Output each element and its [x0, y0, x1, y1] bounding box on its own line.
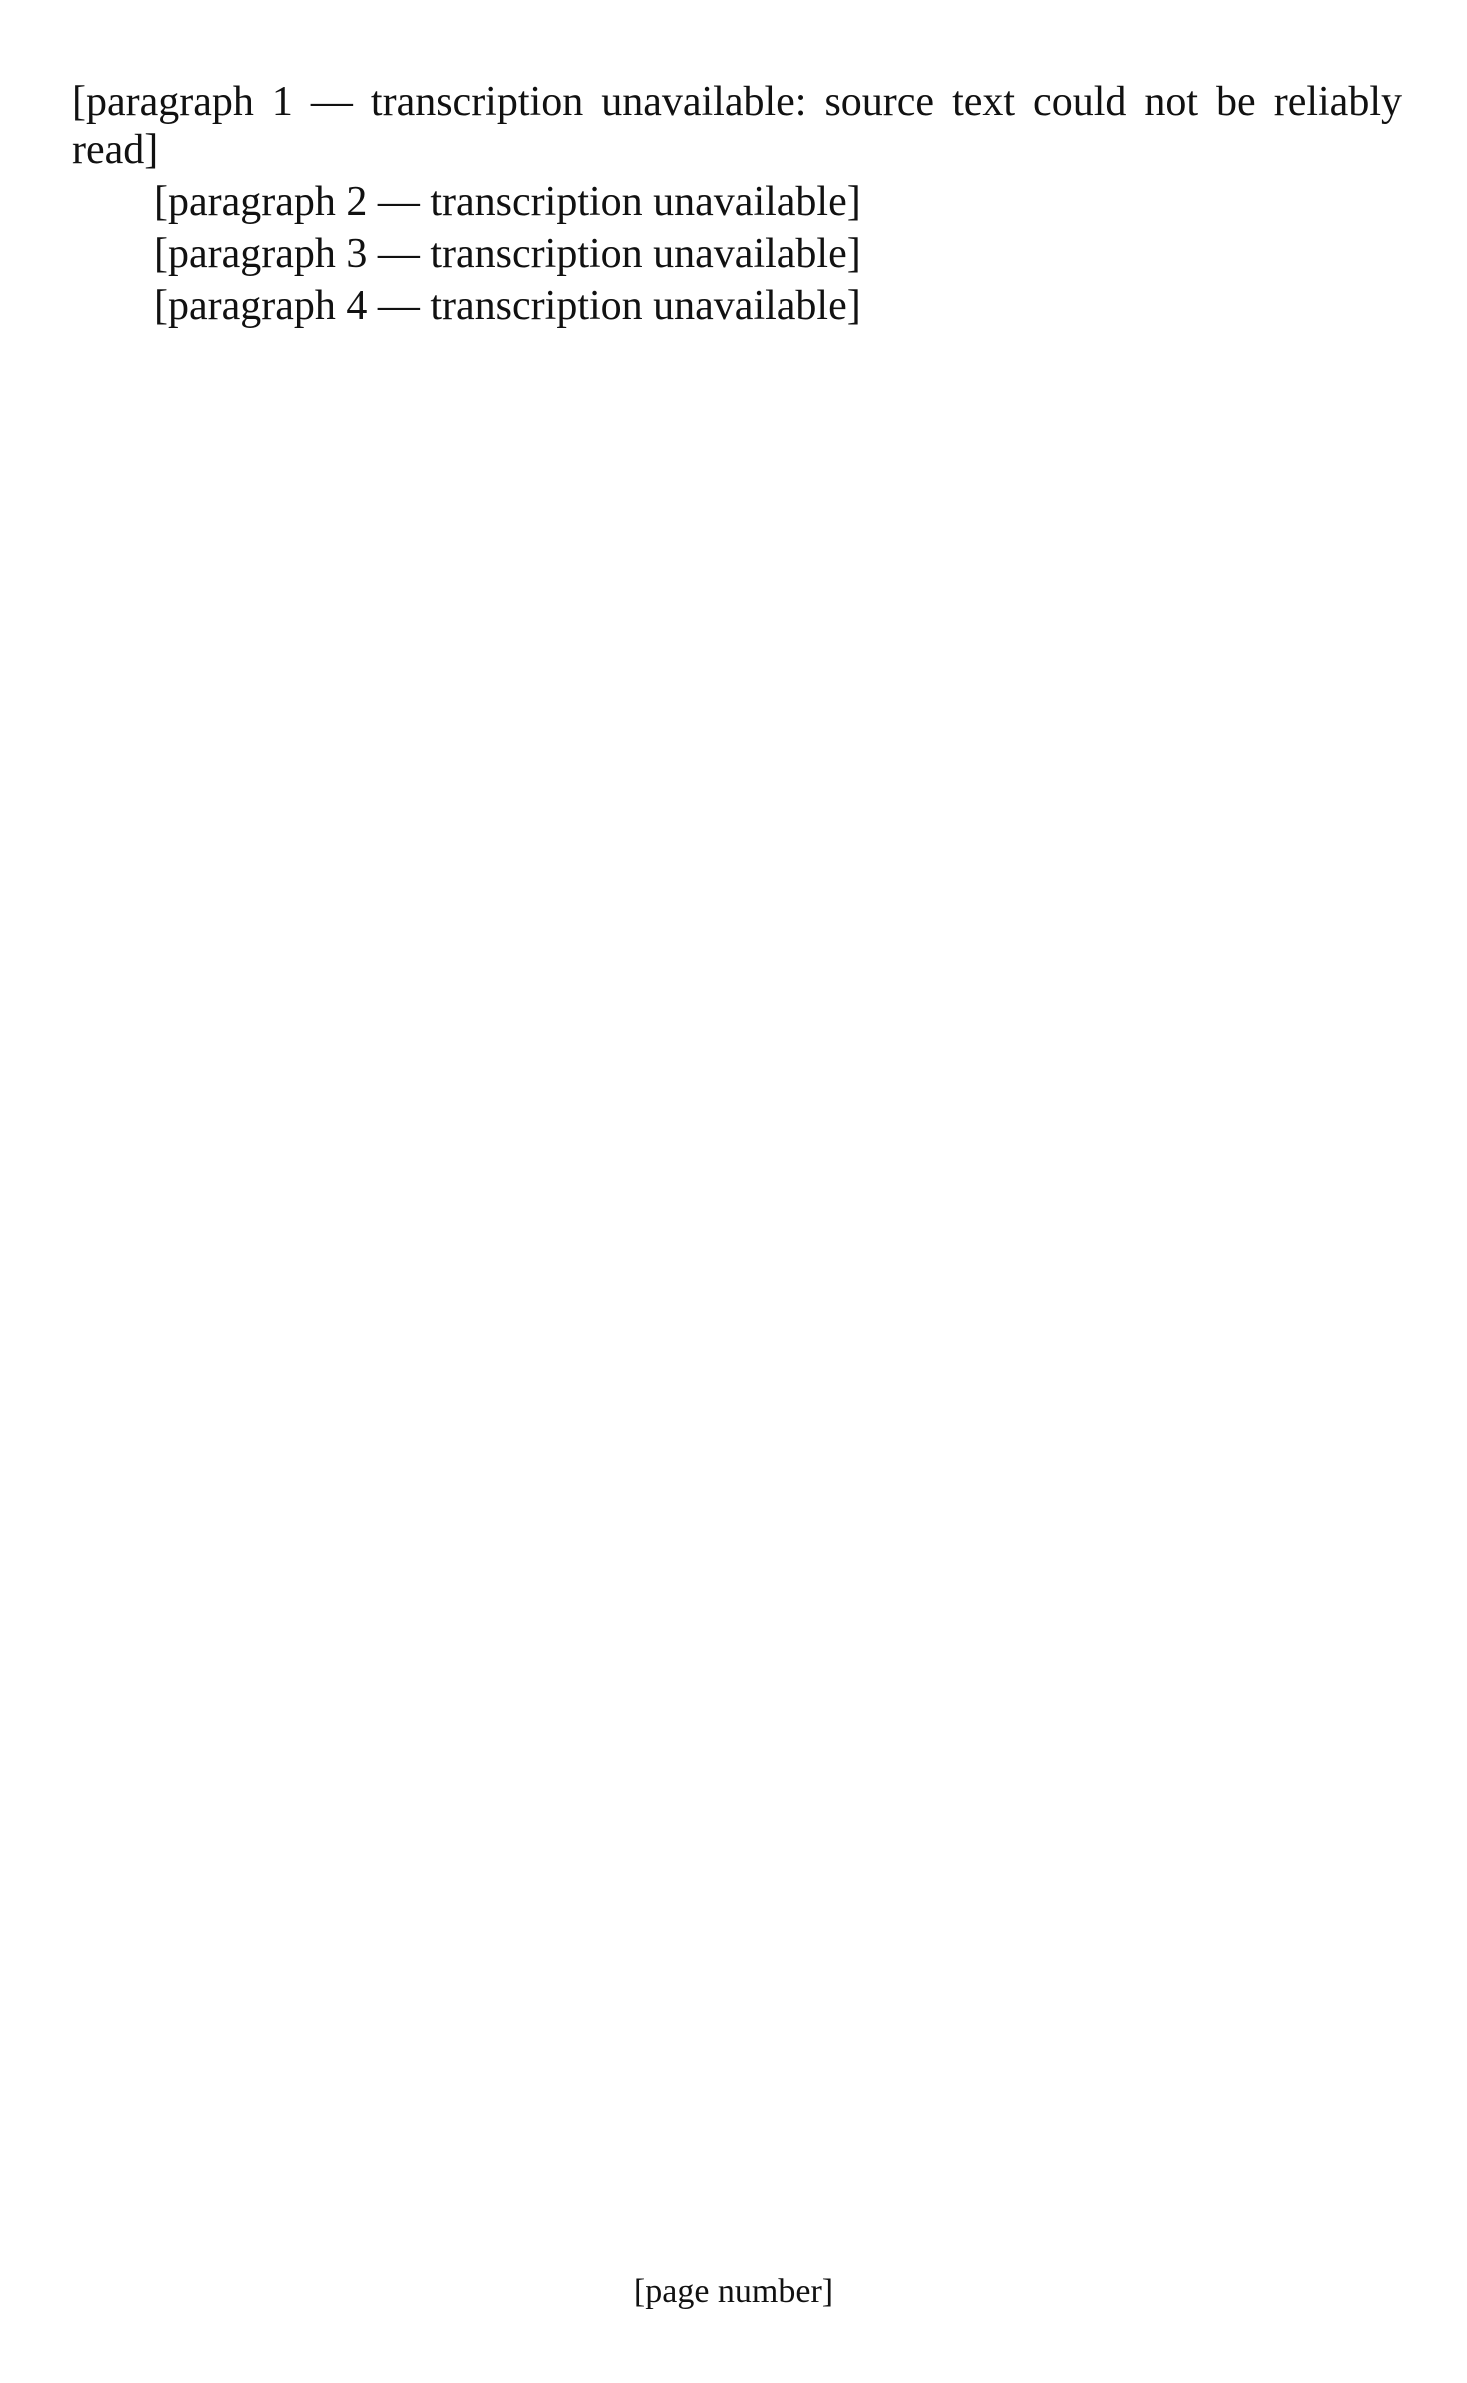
paragraph-4: [paragraph 4 — transcription unavailable]: [154, 283, 861, 329]
page-number: [page number]: [633, 2273, 834, 2310]
paragraph-2: [paragraph 2 — transcription unavailable]: [154, 179, 861, 225]
paragraph-3: [paragraph 3 — transcription unavailable]: [154, 231, 861, 277]
text-column: [72, 78, 1402, 2218]
paragraph-1: [paragraph 1 — transcription unavailable: source text could not be reliably read]: [72, 79, 1402, 173]
